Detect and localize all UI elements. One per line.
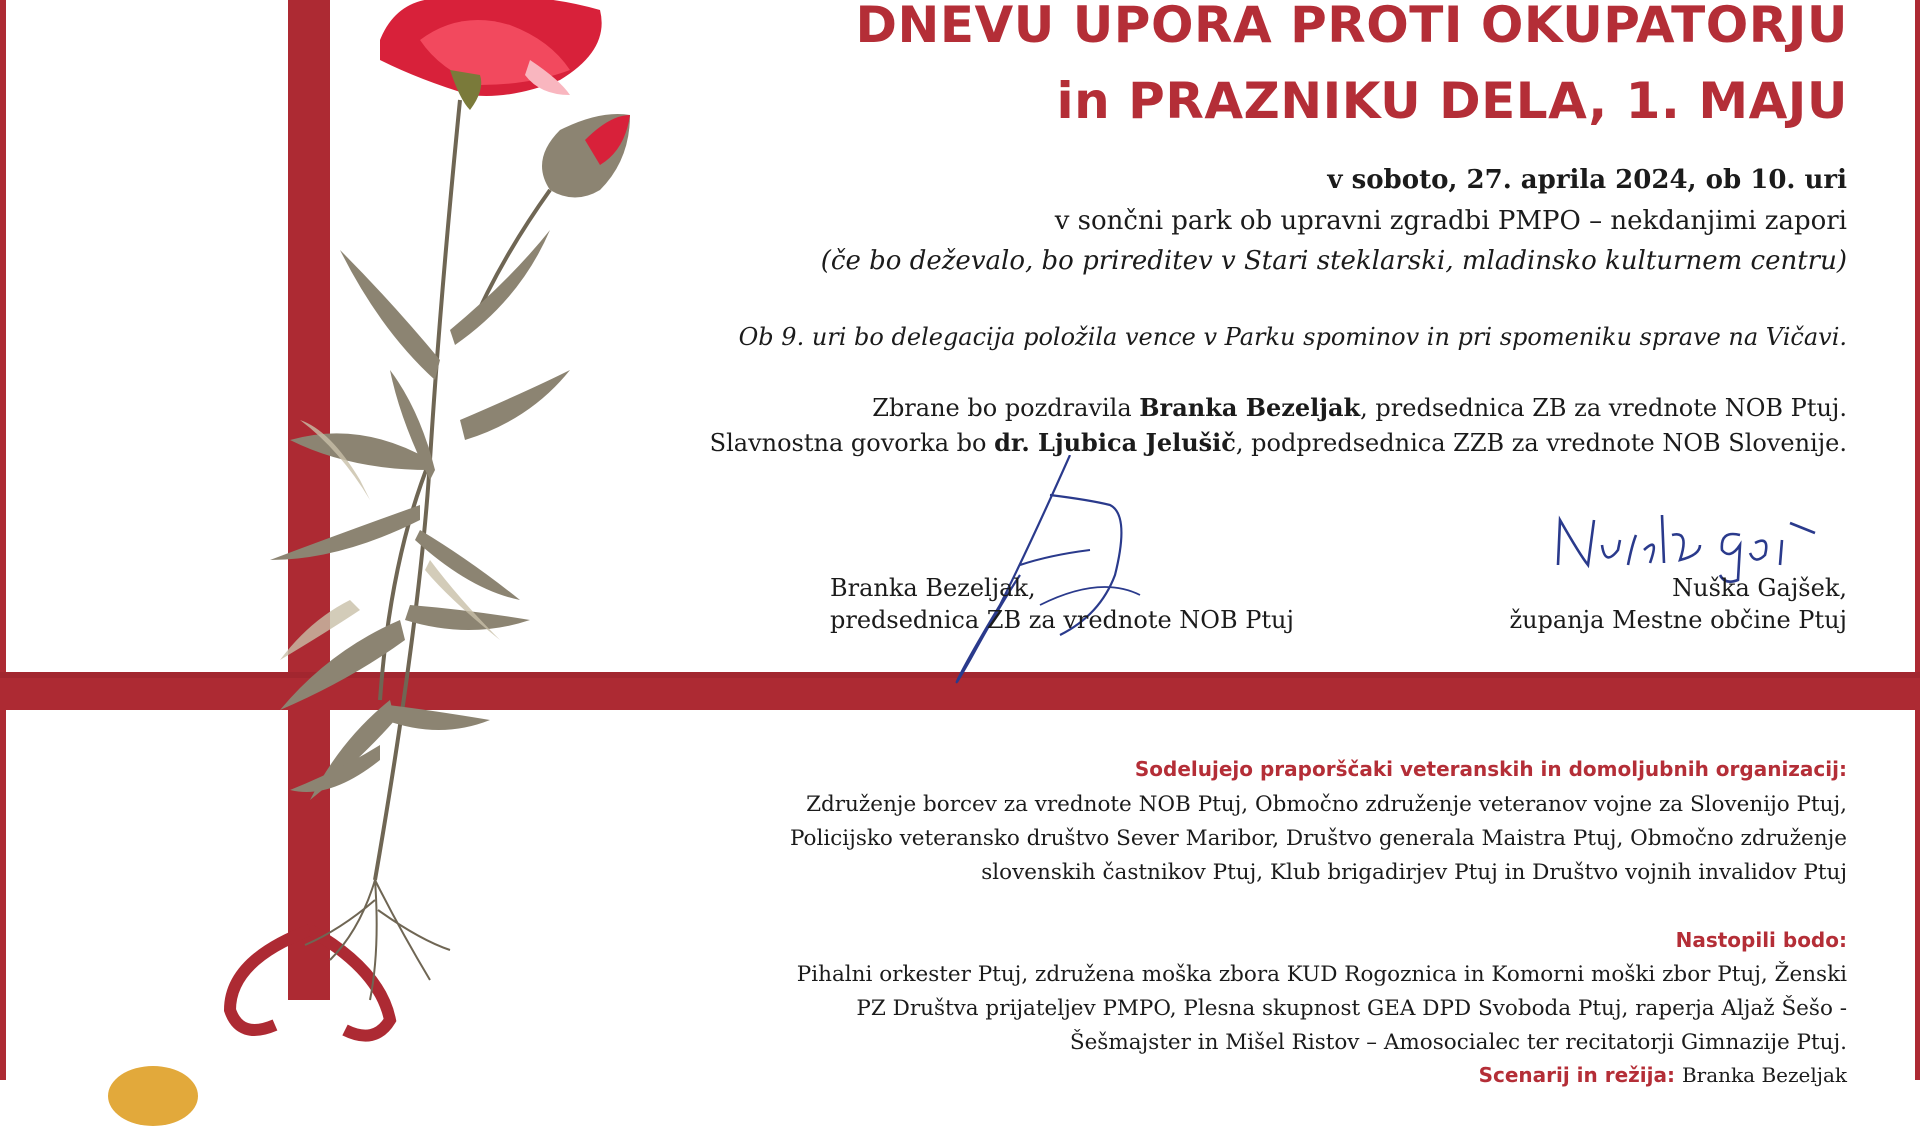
keynote-speaker-name: dr. Ljubica Jelušič	[994, 428, 1236, 457]
participants-list	[790, 788, 1847, 890]
carnation-bud	[542, 114, 630, 198]
carnation-illustration	[130, 0, 670, 1060]
event-date: v soboto, 27. aprila 2024, ob 10. uri	[1327, 165, 1847, 195]
carnation-bloom	[380, 0, 602, 110]
greeting-line-2: Slavnostna govorka bo dr. Ljubica Jelušič, podpredsednica ZZB za vrednote NOB Slovenije.	[709, 428, 1847, 457]
wreath-note: Ob 9. uri bo delegacija položila vence v Parku spominov in pri spomeniku sprave na Vičavi.	[738, 323, 1847, 351]
left-signatory	[830, 572, 1294, 636]
performers-list	[797, 958, 1847, 1060]
performers-line: Pihalni orkester Ptuj, združena moška zbora KUD Rogoznica in Komorni moški zbor Ptuj, Ženski	[796, 962, 1847, 987]
frame-left-border	[0, 0, 6, 1080]
greeting-line-1: Zbrane bo pozdravila Branka Bezeljak, predsednica ZB za vrednote NOB Ptuj.	[872, 393, 1847, 422]
participants-heading: Sodelujejo praporščaki veteranskih in domoljubnih organizacij:	[1134, 757, 1847, 781]
right-signatory	[1509, 572, 1847, 636]
greeting-speaker-name: Branka Bezeljak	[1139, 393, 1361, 422]
performers-heading: Nastopili bodo:	[1675, 928, 1847, 952]
ribbon-bow	[230, 930, 390, 1036]
left-signatory-name: Branka Bezeljak,	[830, 574, 1036, 602]
title-line-1: DNEVU UPORA PROTI OKUPATORJU	[855, 0, 1848, 54]
event-place: v sončni park ob upravni zgradbi PMPO – nekdanjimi zapori	[1054, 206, 1847, 236]
participants-line: Združenje borcev za vrednote NOB Ptuj, Območno združenje veteranov vojne za Slovenijo Ptuj,	[806, 792, 1847, 817]
performers-line: Šešmajster in Mišel Ristov – Amosocialec ter recitatorji Gimnazije Ptuj.	[1069, 1030, 1847, 1055]
participants-line: Policijsko veteransko društvo Sever Maribor, Društvo generala Maistra Ptuj, Območno združenje	[789, 826, 1847, 851]
script-value: Branka Bezeljak	[1681, 1063, 1847, 1087]
rain-note: (če bo deževalo, bo prireditev v Stari steklarski, mladinsko kulturnem centru)	[820, 246, 1847, 276]
performers-line: PZ Društva prijateljev PMPO, Plesna skupnost GEA DPD Svoboda Ptuj, raperja Aljaž Šešo -	[856, 996, 1847, 1021]
title-line-2: in PRAZNIKU DELA, 1. MAJU	[1056, 72, 1848, 130]
frame-right-border	[1915, 0, 1920, 1080]
right-signatory-role: županja Mestne občine Ptuj	[1509, 606, 1847, 634]
participants-line: slovenskih častnikov Ptuj, Klub brigadirjev Ptuj in Društvo vojnih invalidov Ptuj	[981, 860, 1847, 885]
script-line	[1479, 1063, 1847, 1087]
script-heading: Scenarij in režija:	[1478, 1063, 1676, 1087]
left-signatory-role: predsednica ZB za vrednote NOB Ptuj	[830, 606, 1294, 634]
right-signatory-name: Nuška Gajšek,	[1672, 574, 1847, 602]
organization-logo	[108, 1066, 198, 1126]
